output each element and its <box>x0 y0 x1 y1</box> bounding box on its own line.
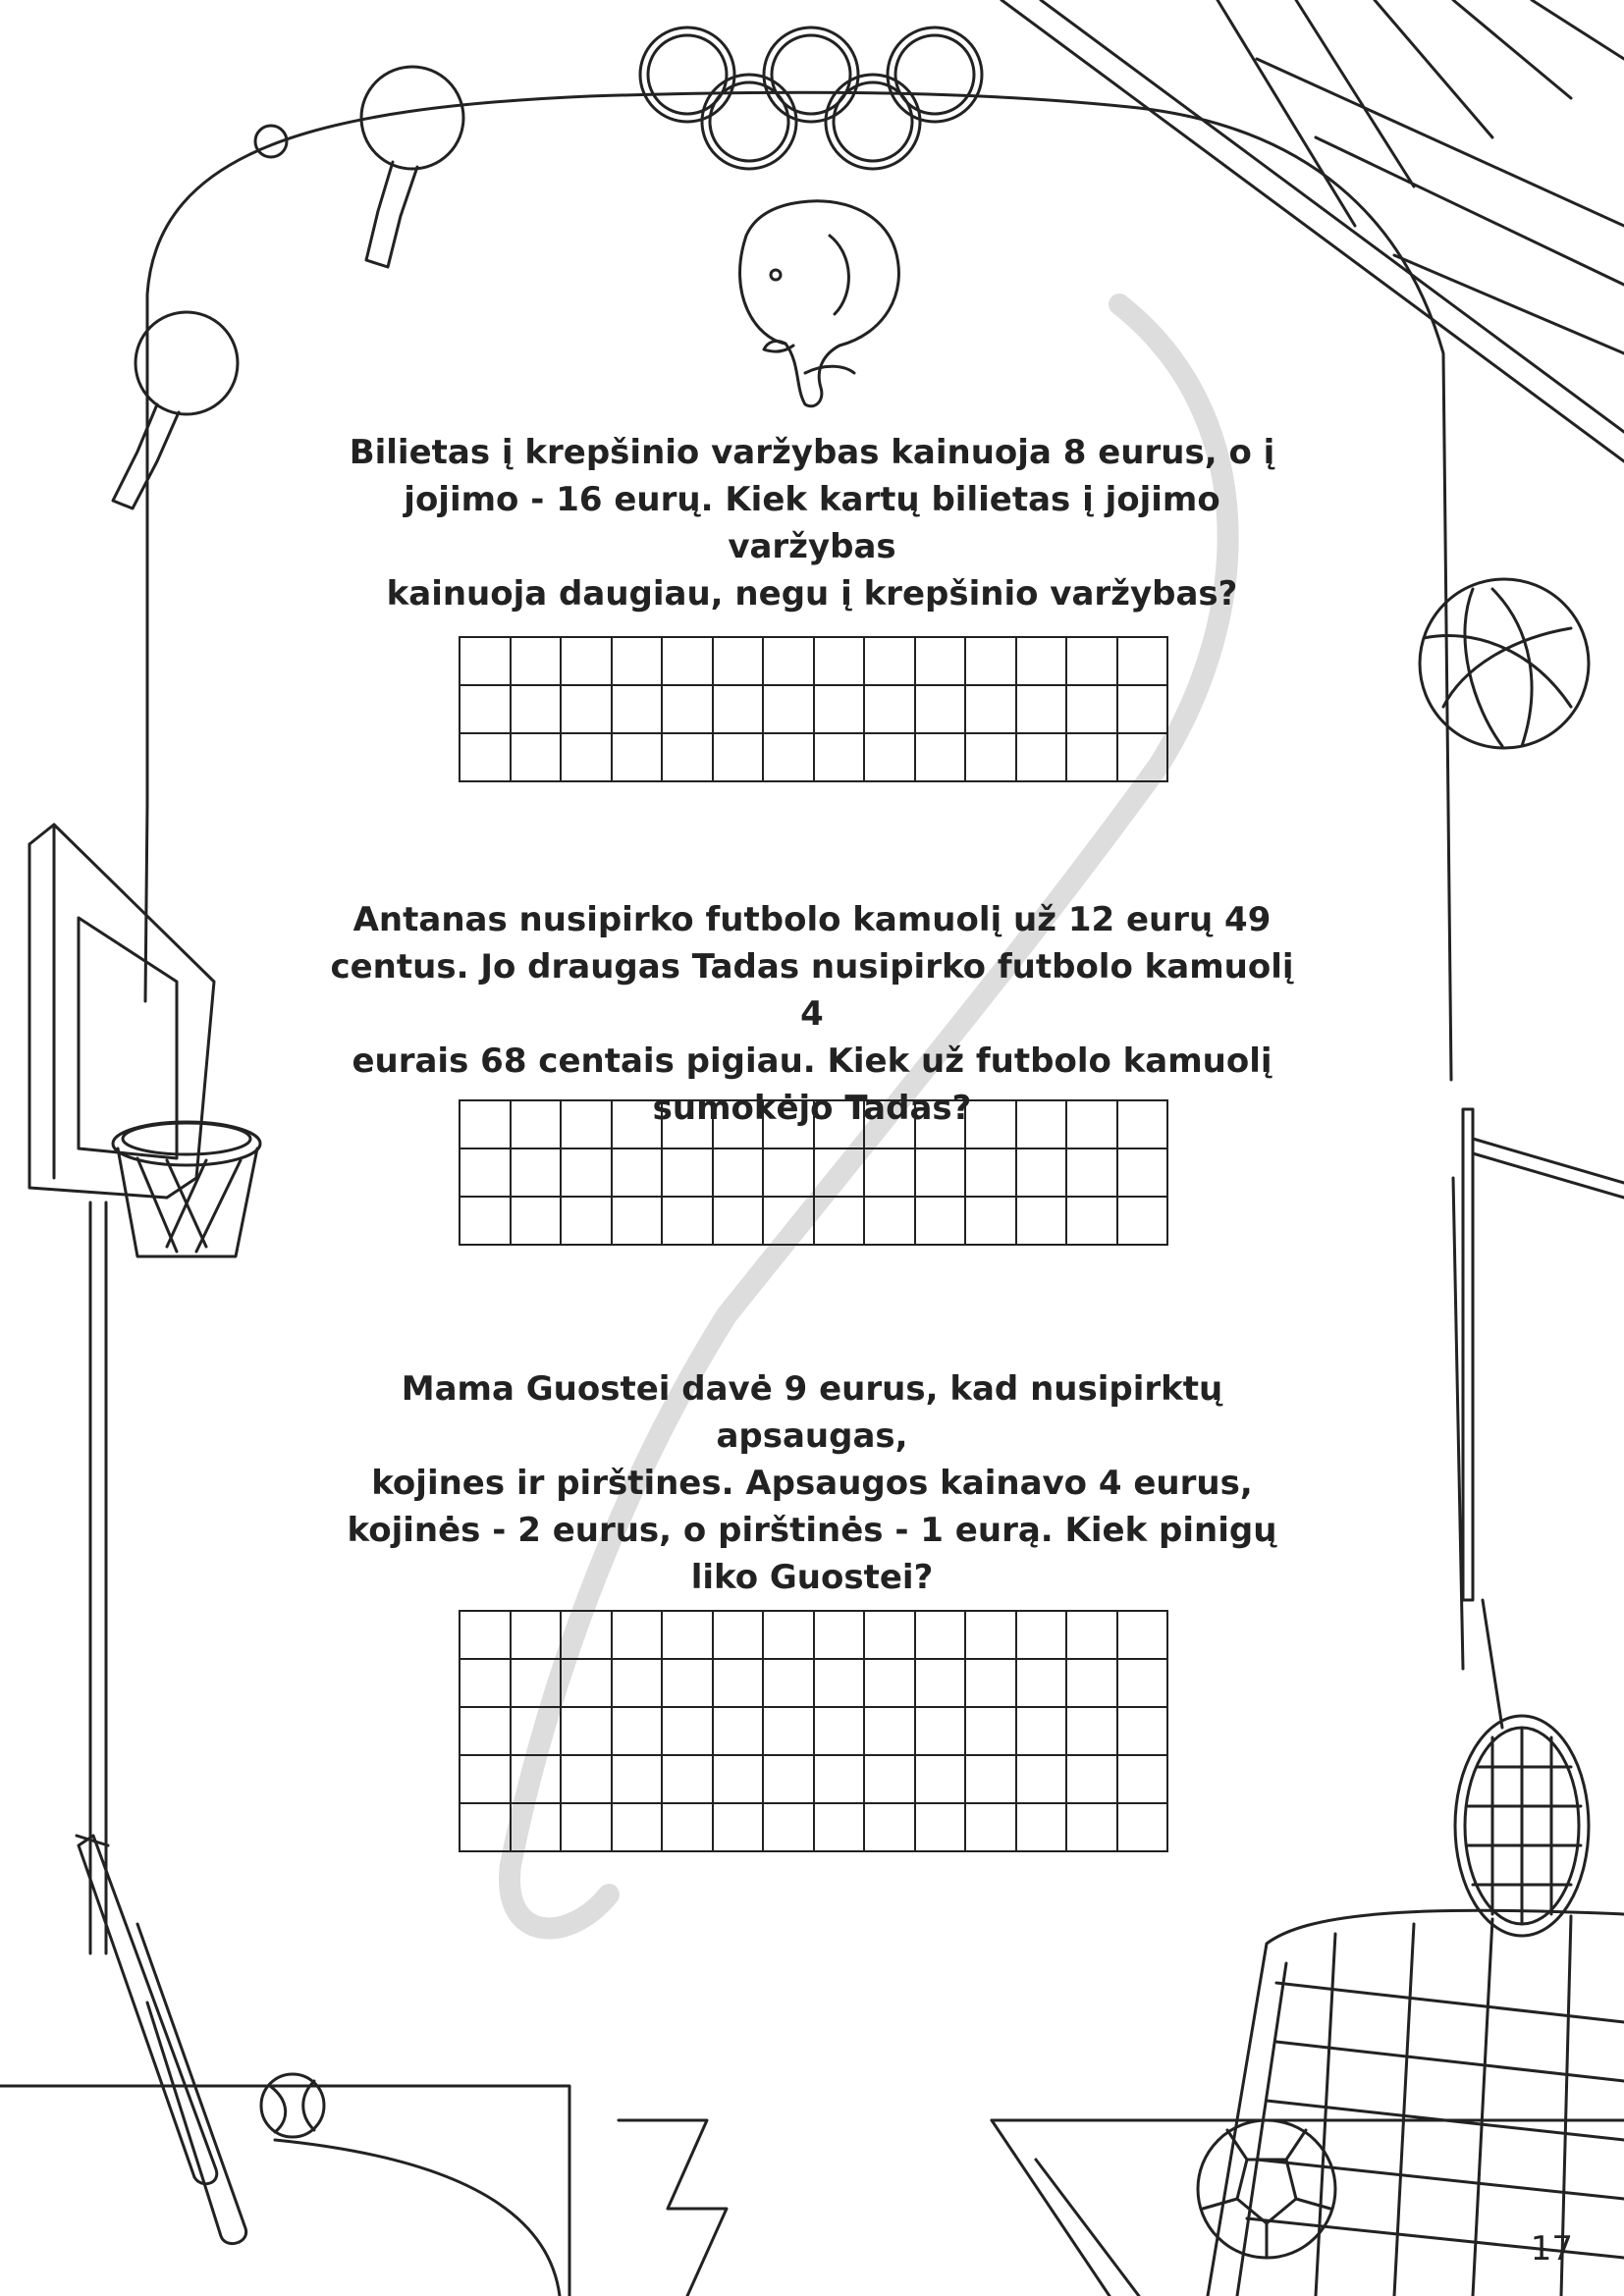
grid-cell[interactable] <box>1067 734 1118 782</box>
grid-cell[interactable] <box>865 1101 916 1149</box>
grid-cell[interactable] <box>916 1149 967 1198</box>
grid-cell[interactable] <box>663 638 714 686</box>
grid-cell[interactable] <box>663 1198 714 1246</box>
grid-cell[interactable] <box>1017 1756 1068 1804</box>
grid-cell[interactable] <box>663 734 714 782</box>
grid-cell[interactable] <box>764 638 815 686</box>
task-3-text <box>321 1365 1303 1601</box>
grid-cell[interactable] <box>562 1804 613 1852</box>
grid-cell[interactable] <box>865 1756 916 1804</box>
grid-cell[interactable] <box>663 1101 714 1149</box>
grid-cell[interactable] <box>613 686 664 734</box>
grid-cell[interactable] <box>1118 1149 1169 1198</box>
grid-cell[interactable] <box>916 686 967 734</box>
grid-cell[interactable] <box>714 1660 765 1708</box>
grid-cell[interactable] <box>562 1660 613 1708</box>
grid-cell[interactable] <box>1017 1149 1068 1198</box>
grid-cell[interactable] <box>966 686 1017 734</box>
grid-cell[interactable] <box>714 1612 765 1660</box>
task-1-line-2: jojimo - 16 eurų. Kiek kartų bilietas į jojimo varžybas <box>404 480 1220 566</box>
grid-cell[interactable] <box>764 1612 815 1660</box>
grid-cell[interactable] <box>613 734 664 782</box>
grid-cell[interactable] <box>1017 1708 1068 1756</box>
olympic-rings-icon <box>640 27 982 169</box>
grid-cell[interactable] <box>966 638 1017 686</box>
task-3-answer-grid[interactable] <box>459 1610 1168 1852</box>
grid-cell[interactable] <box>613 1149 664 1198</box>
grid-cell[interactable] <box>865 1149 916 1198</box>
grid-cell[interactable] <box>916 1756 967 1804</box>
grid-cell[interactable] <box>1067 1708 1118 1756</box>
task-2-line-3: eurais 68 centais pigiau. Kiek už futbolo kamuolį <box>352 1041 1272 1081</box>
grid-cell[interactable] <box>1067 1101 1118 1149</box>
grid-cell[interactable] <box>714 1756 765 1804</box>
task-1-line-1: Bilietas į krepšinio varžybas kainuoja 8 eurus, o į <box>349 433 1275 472</box>
grid-cell[interactable] <box>714 1804 765 1852</box>
grid-cell[interactable] <box>815 1708 866 1756</box>
grid-cell[interactable] <box>916 1101 967 1149</box>
grid-cell[interactable] <box>562 1708 613 1756</box>
grid-cell[interactable] <box>714 1198 765 1246</box>
grid-cell[interactable] <box>815 1198 866 1246</box>
grid-cell[interactable] <box>613 1660 664 1708</box>
grid-cell[interactable] <box>512 1612 563 1660</box>
grid-cell[interactable] <box>764 1198 815 1246</box>
grid-cell[interactable] <box>512 1756 563 1804</box>
grid-cell[interactable] <box>1017 1612 1068 1660</box>
grid-cell[interactable] <box>865 638 916 686</box>
grid-cell[interactable] <box>815 734 866 782</box>
grid-cell[interactable] <box>764 734 815 782</box>
grid-cell[interactable] <box>512 1101 563 1149</box>
grid-cell[interactable] <box>460 638 512 686</box>
grid-cell[interactable] <box>562 734 613 782</box>
grid-cell[interactable] <box>1118 1708 1169 1756</box>
task-2-line-2: centus. Jo draugas Tadas nusipirko futbolo kamuolį 4 <box>330 947 1294 1034</box>
grid-cell[interactable] <box>1118 1804 1169 1852</box>
grid-cell[interactable] <box>1017 1660 1068 1708</box>
grid-cell[interactable] <box>663 1708 714 1756</box>
elephant-mascot-icon <box>740 201 899 406</box>
grid-cell[interactable] <box>916 1660 967 1708</box>
grid-cell[interactable] <box>714 734 765 782</box>
grid-cell[interactable] <box>815 1756 866 1804</box>
grid-cell[interactable] <box>613 1612 664 1660</box>
grid-cell[interactable] <box>916 638 967 686</box>
grid-cell[interactable] <box>1017 1198 1068 1246</box>
grid-cell[interactable] <box>1017 734 1068 782</box>
grid-cell[interactable] <box>1017 638 1068 686</box>
grid-cell[interactable] <box>1118 1660 1169 1708</box>
grid-cell[interactable] <box>1118 1198 1169 1246</box>
task-3-line-4: liko Guostei? <box>690 1558 934 1597</box>
grid-cell[interactable] <box>1067 686 1118 734</box>
grid-cell[interactable] <box>613 638 664 686</box>
page-number: 17 <box>1530 2229 1573 2269</box>
grid-cell[interactable] <box>460 686 512 734</box>
grid-cell[interactable] <box>1118 638 1169 686</box>
grid-cell[interactable] <box>1118 686 1169 734</box>
grid-cell[interactable] <box>764 1660 815 1708</box>
grid-cell[interactable] <box>764 1804 815 1852</box>
grid-cell[interactable] <box>764 1756 815 1804</box>
grid-cell[interactable] <box>613 1804 664 1852</box>
task-2-text <box>321 896 1303 1132</box>
grid-cell[interactable] <box>815 1149 866 1198</box>
task-3-line-1: Mama Guostei davė 9 eurus, kad nusipirktų apsaugas, <box>401 1369 1223 1456</box>
grid-cell[interactable] <box>1118 1101 1169 1149</box>
grid-cell[interactable] <box>865 1612 916 1660</box>
grid-cell[interactable] <box>966 1198 1017 1246</box>
grid-cell[interactable] <box>613 1708 664 1756</box>
grid-cell[interactable] <box>460 1198 512 1246</box>
volleyball-icon <box>1420 579 1589 748</box>
grid-cell[interactable] <box>764 1149 815 1198</box>
grid-cell[interactable] <box>562 1101 613 1149</box>
grid-cell[interactable] <box>764 1708 815 1756</box>
grid-cell[interactable] <box>512 686 563 734</box>
grid-cell[interactable] <box>460 1756 512 1804</box>
task-1-line-3: kainuoja daugiau, negu į krepšinio varžybas? <box>386 574 1238 614</box>
grid-cell[interactable] <box>916 1804 967 1852</box>
grid-cell[interactable] <box>460 734 512 782</box>
grid-cell[interactable] <box>1118 734 1169 782</box>
grid-cell[interactable] <box>764 686 815 734</box>
grid-cell[interactable] <box>562 1198 613 1246</box>
grid-cell[interactable] <box>512 1198 563 1246</box>
grid-cell[interactable] <box>460 1804 512 1852</box>
tennis-ball-icon <box>261 2074 324 2137</box>
grid-cell[interactable] <box>613 1101 664 1149</box>
grid-cell[interactable] <box>966 1804 1017 1852</box>
grid-cell[interactable] <box>562 1149 613 1198</box>
task-1-answer-grid[interactable] <box>459 636 1168 782</box>
grid-cell[interactable] <box>714 638 765 686</box>
grid-cell[interactable] <box>613 1198 664 1246</box>
grid-cell[interactable] <box>966 1101 1017 1149</box>
grid-cell[interactable] <box>512 1149 563 1198</box>
grid-cell[interactable] <box>966 1660 1017 1708</box>
grid-cell[interactable] <box>714 1149 765 1198</box>
task-1-text <box>321 429 1303 617</box>
grid-cell[interactable] <box>1017 1804 1068 1852</box>
grid-cell[interactable] <box>865 1198 916 1246</box>
grid-cell[interactable] <box>613 1756 664 1804</box>
grid-cell[interactable] <box>562 638 613 686</box>
grid-cell[interactable] <box>1017 686 1068 734</box>
grid-cell[interactable] <box>663 1756 714 1804</box>
grid-cell[interactable] <box>966 1708 1017 1756</box>
grid-cell[interactable] <box>460 1612 512 1660</box>
task-2-line-4: sumokėjo Tadas? <box>652 1089 972 1128</box>
grid-cell[interactable] <box>966 1612 1017 1660</box>
grid-cell[interactable] <box>916 1612 967 1660</box>
task-3-line-2: kojines ir pirštines. Apsaugos kainavo 4 eurus, <box>371 1464 1253 1503</box>
grid-cell[interactable] <box>714 686 765 734</box>
grid-cell[interactable] <box>562 1756 613 1804</box>
grid-cell[interactable] <box>1067 1660 1118 1708</box>
grid-cell[interactable] <box>460 1708 512 1756</box>
grid-cell[interactable] <box>815 1804 866 1852</box>
grid-cell[interactable] <box>916 1198 967 1246</box>
grid-cell[interactable] <box>663 1149 714 1198</box>
grid-cell[interactable] <box>512 638 563 686</box>
grid-cell[interactable] <box>1067 638 1118 686</box>
grid-cell[interactable] <box>460 1101 512 1149</box>
grid-cell[interactable] <box>562 686 613 734</box>
grid-cell[interactable] <box>764 1101 815 1149</box>
grid-cell[interactable] <box>865 734 916 782</box>
grid-cell[interactable] <box>1067 1804 1118 1852</box>
grid-cell[interactable] <box>460 1660 512 1708</box>
grid-cell[interactable] <box>865 1804 916 1852</box>
grid-cell[interactable] <box>815 1660 866 1708</box>
task-3-line-3: kojinės - 2 eurus, o pirštinės - 1 eurą. Kiek pinigų <box>347 1511 1277 1550</box>
grid-cell[interactable] <box>916 1708 967 1756</box>
grid-cell[interactable] <box>460 1149 512 1198</box>
grid-cell[interactable] <box>663 1612 714 1660</box>
grid-cell[interactable] <box>966 734 1017 782</box>
grid-cell[interactable] <box>714 1708 765 1756</box>
grid-cell[interactable] <box>966 1756 1017 1804</box>
grid-cell[interactable] <box>815 638 866 686</box>
grid-cell[interactable] <box>865 686 916 734</box>
grid-cell[interactable] <box>1118 1756 1169 1804</box>
grid-cell[interactable] <box>815 686 866 734</box>
grid-cell[interactable] <box>663 1660 714 1708</box>
tennis-racket-icon <box>1455 1109 1624 1936</box>
task-2-answer-grid[interactable] <box>459 1099 1168 1246</box>
grid-cell[interactable] <box>512 1804 563 1852</box>
grid-cell[interactable] <box>663 1804 714 1852</box>
grid-cell[interactable] <box>663 686 714 734</box>
grid-cell[interactable] <box>865 1708 916 1756</box>
grid-cell[interactable] <box>714 1101 765 1149</box>
grid-cell[interactable] <box>1067 1198 1118 1246</box>
soccer-ball-icon <box>1198 2120 1335 2258</box>
grid-cell[interactable] <box>512 1660 563 1708</box>
grid-cell[interactable] <box>512 1708 563 1756</box>
grid-cell[interactable] <box>815 1101 866 1149</box>
baseball-bat-icon <box>77 1836 246 2244</box>
grid-cell[interactable] <box>1067 1756 1118 1804</box>
grid-cell[interactable] <box>1067 1149 1118 1198</box>
grid-cell[interactable] <box>1067 1612 1118 1660</box>
grid-cell[interactable] <box>815 1612 866 1660</box>
grid-cell[interactable] <box>1118 1612 1169 1660</box>
soccer-goal-net-icon <box>1001 0 1624 461</box>
grid-cell[interactable] <box>512 734 563 782</box>
grid-cell[interactable] <box>1017 1101 1068 1149</box>
grid-cell[interactable] <box>966 1149 1017 1198</box>
task-2-line-1: Antanas nusipirko futbolo kamuolį už 12 eurų 49 <box>352 900 1272 939</box>
grid-cell[interactable] <box>562 1612 613 1660</box>
grid-cell[interactable] <box>916 734 967 782</box>
grid-cell[interactable] <box>865 1660 916 1708</box>
